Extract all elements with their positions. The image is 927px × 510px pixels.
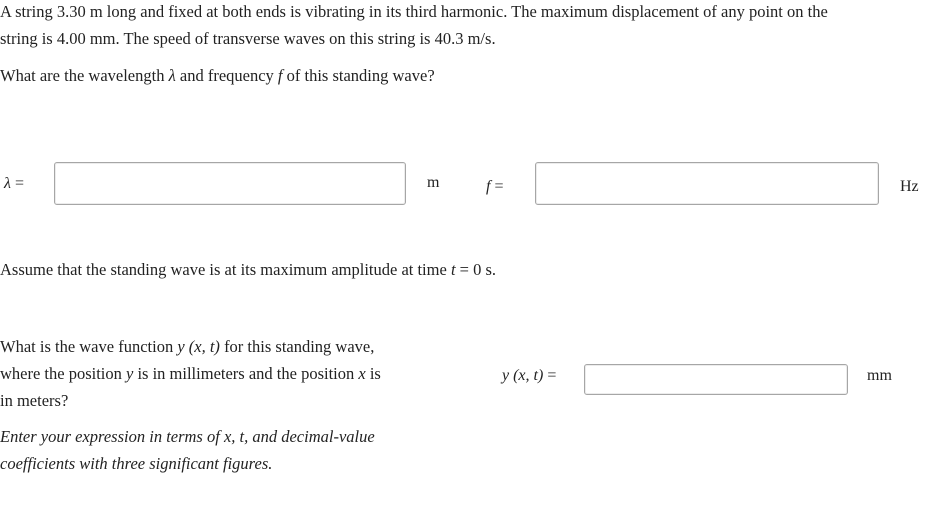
wave-function-question xyxy=(0,333,430,414)
equals-sign: = xyxy=(14,175,24,192)
question-text: What is the wave function xyxy=(0,337,174,356)
question-text: is in millimeters and the position xyxy=(137,364,355,383)
wave-function-symbol: y (x, t) xyxy=(502,367,544,384)
wavelength-input[interactable] xyxy=(54,162,406,205)
f-symbol: f xyxy=(277,66,283,85)
wavelength-frequency-question xyxy=(0,62,435,89)
wave-function-unit: mm xyxy=(867,367,892,384)
wavelength-unit: m xyxy=(427,174,440,191)
wave-function-label xyxy=(502,367,556,385)
question-text: of this standing wave? xyxy=(286,66,435,85)
question-line-3: in meters? xyxy=(0,391,69,410)
y-symbol: y xyxy=(126,364,134,383)
frequency-input[interactable] xyxy=(535,162,879,205)
instructions xyxy=(0,423,430,477)
x-symbol: x xyxy=(358,364,366,383)
question-line-2 xyxy=(0,360,430,387)
assumption-suffix: = 0 s. xyxy=(459,260,497,279)
wave-function-input[interactable] xyxy=(584,364,848,395)
question-text: where the position xyxy=(0,364,122,383)
problem-line-1: A string 3.30 m long and fixed at both ends is vibrating in its third harmonic. The maximum displacement of any point on the xyxy=(0,2,828,21)
equals-sign: = xyxy=(494,178,504,195)
f-symbol: f xyxy=(486,178,491,195)
frequency-unit: Hz xyxy=(900,178,919,195)
equals-sign: = xyxy=(547,367,557,384)
lambda-symbol: λ xyxy=(4,175,11,192)
frequency-label xyxy=(486,178,503,196)
t-symbol: t xyxy=(450,260,456,279)
assumption-text xyxy=(0,256,496,283)
instructions-line-2: coefficients with three significant figures. xyxy=(0,454,273,473)
question-text: What are the wavelength xyxy=(0,66,165,85)
wave-function-symbol: y (x, t) xyxy=(177,337,220,356)
instructions-line-1: Enter your expression in terms of x, t, and decimal-value xyxy=(0,427,375,446)
problem-text xyxy=(0,0,927,52)
question-text: and frequency xyxy=(179,66,274,85)
lambda-label xyxy=(4,175,24,193)
question-text: is xyxy=(369,364,381,383)
question-line-1 xyxy=(0,333,430,360)
lambda-symbol: λ xyxy=(168,66,176,85)
assumption-prefix: Assume that the standing wave is at its maximum amplitude at time xyxy=(0,260,447,279)
question-text: for this standing wave, xyxy=(224,337,375,356)
problem-line-2: string is 4.00 mm. The speed of transverse waves on this string is 40.3 m/s. xyxy=(0,29,496,48)
